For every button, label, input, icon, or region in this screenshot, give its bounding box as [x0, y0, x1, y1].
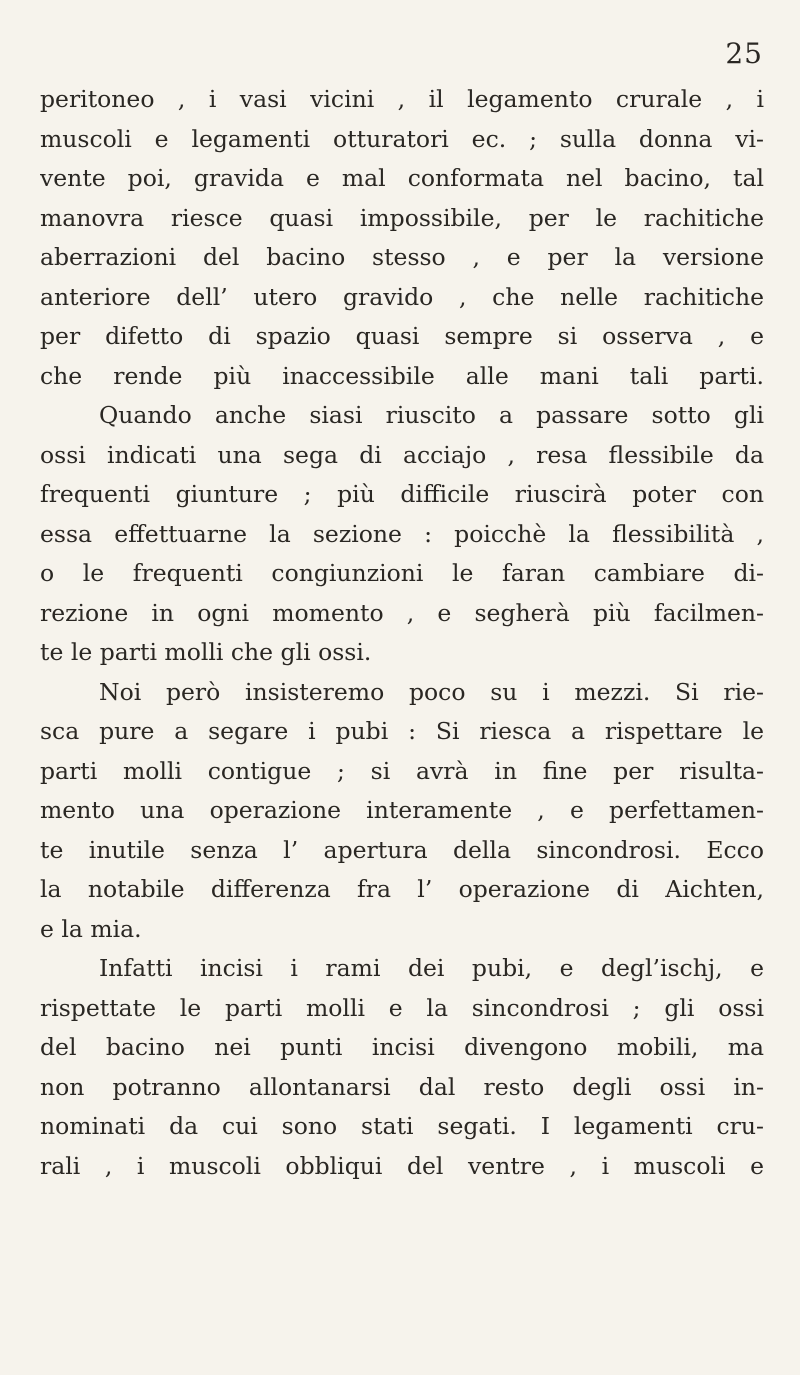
text-line: ossi indicati una sega di acciajo , resa flessibile da — [40, 440, 764, 469]
text-line: sca pure a segare i pubi : Si riesca a rispettare le — [40, 717, 764, 745]
text-line: anteriore dell’ utero gravido , che nelle rachitiche — [40, 282, 764, 311]
text-line: per difetto di spazio quasi sempre si osserva , e — [40, 322, 764, 350]
paragraph — [40, 80, 764, 396]
text-line: frequenti giunture ; più difficile riuscirà poter con — [40, 480, 764, 508]
text-line: te le parti molli che gli ossi. — [40, 638, 372, 666]
page-number: 25 — [725, 37, 763, 70]
text-line: rali , i muscoli obbliqui del ventre , i muscoli e — [40, 1151, 764, 1180]
text-line: vente poi, gravida e mal conformata nel bacino, tal — [40, 164, 764, 192]
text-line: mento una operazione interamente , e perfettamen- — [40, 796, 764, 824]
text-line: rezione in ogni momento , e segherà più facilmen- — [40, 598, 764, 627]
text-line: la notabile differenza fra l’ operazione di Aichten, — [40, 875, 764, 903]
text-line: rispettate le parti molli e la sincondrosi ; gli ossi — [40, 993, 764, 1022]
text-line: parti molli contigue ; si avrà in fine per risulta- — [40, 756, 764, 785]
text-line: e la mia. — [40, 914, 142, 943]
text-line: del bacino nei punti incisi divengono mobili, ma — [40, 1033, 764, 1061]
text-line: aberrazioni del bacino stesso , e per la versione — [40, 243, 764, 271]
text-line: peritoneo , i vasi vicini , il legamento crurale , i — [40, 85, 764, 113]
body-text — [40, 80, 764, 1186]
text-line: che rende più inaccessibile alle mani tali parti. — [40, 361, 764, 390]
text-line: non potranno allontanarsi dal resto degli ossi in- — [40, 1072, 764, 1101]
text-line: muscoli e legamenti otturatori ec. ; sulla donna vi- — [40, 124, 764, 153]
text-line: Infatti incisi i rami dei pubi, e degl’ischj, e — [99, 954, 764, 982]
paragraph — [40, 949, 764, 1186]
paragraph — [40, 673, 764, 950]
text-line: Noi però insisteremo poco su i mezzi. Si rie- — [99, 677, 764, 706]
paragraph — [40, 396, 764, 673]
text-line: o le frequenti congiunzioni le faran cambiare di- — [40, 559, 764, 587]
text-line: te inutile senza l’ apertura della sincondrosi. Ecco — [40, 835, 764, 864]
text-line: manovra riesce quasi impossibile, per le rachitiche — [40, 203, 764, 232]
text-line: nominati da cui sono stati segati. I legamenti cru- — [40, 1112, 764, 1140]
text-line: essa effettuarne la sezione : poicchè la flessibilità , — [40, 519, 764, 548]
text-line: Quando anche siasi riuscito a passare sotto gli — [99, 401, 764, 429]
